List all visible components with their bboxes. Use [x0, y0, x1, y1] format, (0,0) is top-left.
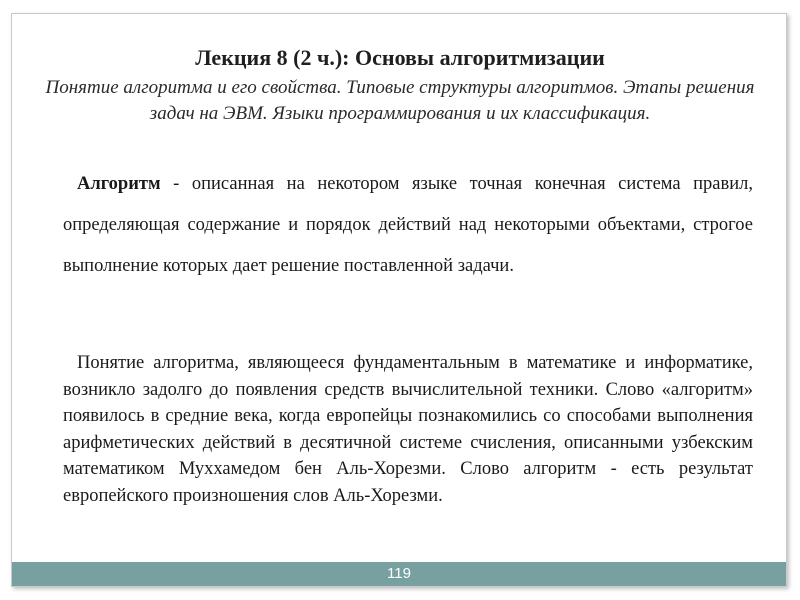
- footer-bar: [12, 562, 786, 586]
- slide-title: Лекция 8 (2 ч.): Основы алгоритмизации: [195, 45, 605, 70]
- definition-paragraph: [63, 164, 753, 287]
- definition-term: Алгоритм: [77, 174, 161, 194]
- history-paragraph: [63, 350, 753, 509]
- slide-subtitle: Понятие алгоритма и его свойства. Типовые структуры алгоритмов. Этапы решения задач на ЭВМ. Языки программирования и их классификация.: [45, 77, 755, 124]
- page-number: 119: [387, 565, 411, 582]
- definition-text: - описанная на некотором языке точная конечная система правил, определяющая содержание и порядок действий над некоторыми объектами, строгое выполнение которых дает решение поставленной задачи.: [63, 174, 753, 276]
- history-text: Понятие алгоритма, являющееся фундаментальным в математике и информатике, возникло задолго до появления средств вычислительной техники. Слово «алгоритм» появилось в средние века, когда европейцы познакомились со способами выполнения арифметических действий в десятичной системе счисления, описанными узбекским математиком Муххамедом бен Аль-Хорезми. Слово алгоритм - есть результат европейского произношения слов Аль-Хорезми.: [63, 353, 753, 506]
